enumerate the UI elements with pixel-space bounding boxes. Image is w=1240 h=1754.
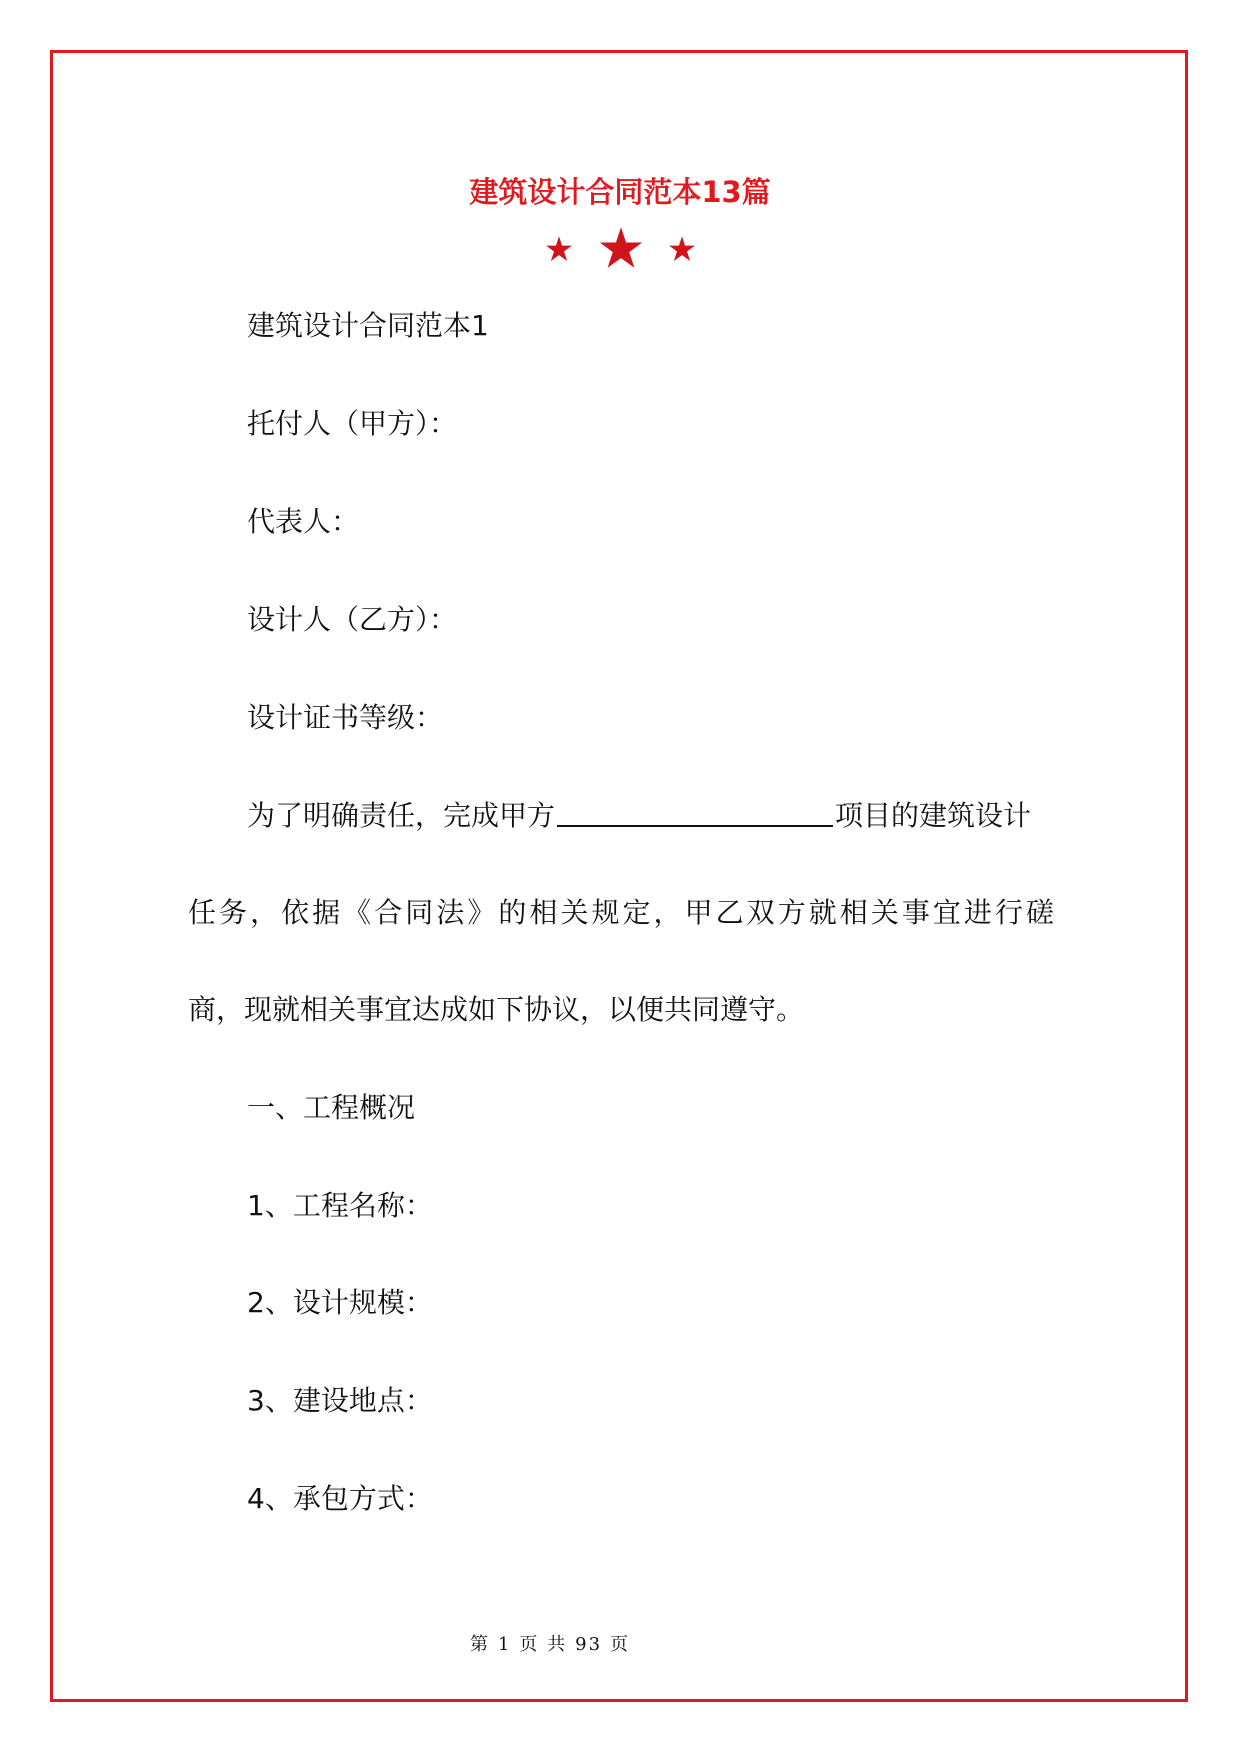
paragraph-line-2-text: 任务，依据《合同法》的相关规定，甲乙双方就相关事宜进行磋 <box>188 896 1054 929</box>
page-border <box>50 50 1188 1702</box>
footer-middle: 页 共 <box>519 1634 568 1655</box>
item-project-name: 1、工程名称： <box>247 1189 433 1222</box>
page-number-footer <box>0 1630 1100 1656</box>
total-page-count: 93 <box>575 1634 603 1655</box>
paragraph-line-1-end: 项目的建筑设计 <box>835 799 1032 832</box>
item-design-scale: 2、设计规模： <box>247 1286 433 1319</box>
paragraph-line-2 <box>188 893 1054 933</box>
party-a-label: 托付人（甲方）： <box>247 407 458 440</box>
item-construction-site: 3、建设地点： <box>247 1384 433 1417</box>
footer-prefix: 第 <box>469 1634 490 1655</box>
small-star-icon-left <box>545 235 573 263</box>
section-heading-project-overview: 一、工程概况 <box>247 1091 416 1124</box>
paragraph-line-1-start: 为了明确责任，完成甲方 <box>247 799 556 832</box>
representative-label: 代表人： <box>247 505 360 538</box>
current-page-number: 1 <box>497 1634 512 1655</box>
paragraph-line-1 <box>247 795 1031 836</box>
paragraph-line-3: 商，现就相关事宜达成如下协议，以便共同遵守。 <box>188 993 805 1026</box>
small-star-icon-right <box>668 235 696 263</box>
contract-heading: 建筑设计合同范本1 <box>247 309 489 342</box>
project-name-blank <box>557 795 833 827</box>
certificate-level-label: 设计证书等级： <box>247 701 444 734</box>
party-b-label: 设计人（乙方）： <box>247 603 458 636</box>
three-red-stars-icon <box>0 225 1240 285</box>
large-star-icon-center <box>598 225 644 271</box>
item-contracting-method: 4、承包方式： <box>247 1482 433 1515</box>
footer-suffix: 页 <box>610 1634 631 1655</box>
document-title: 建筑设计合同范本13篇 <box>469 175 771 209</box>
